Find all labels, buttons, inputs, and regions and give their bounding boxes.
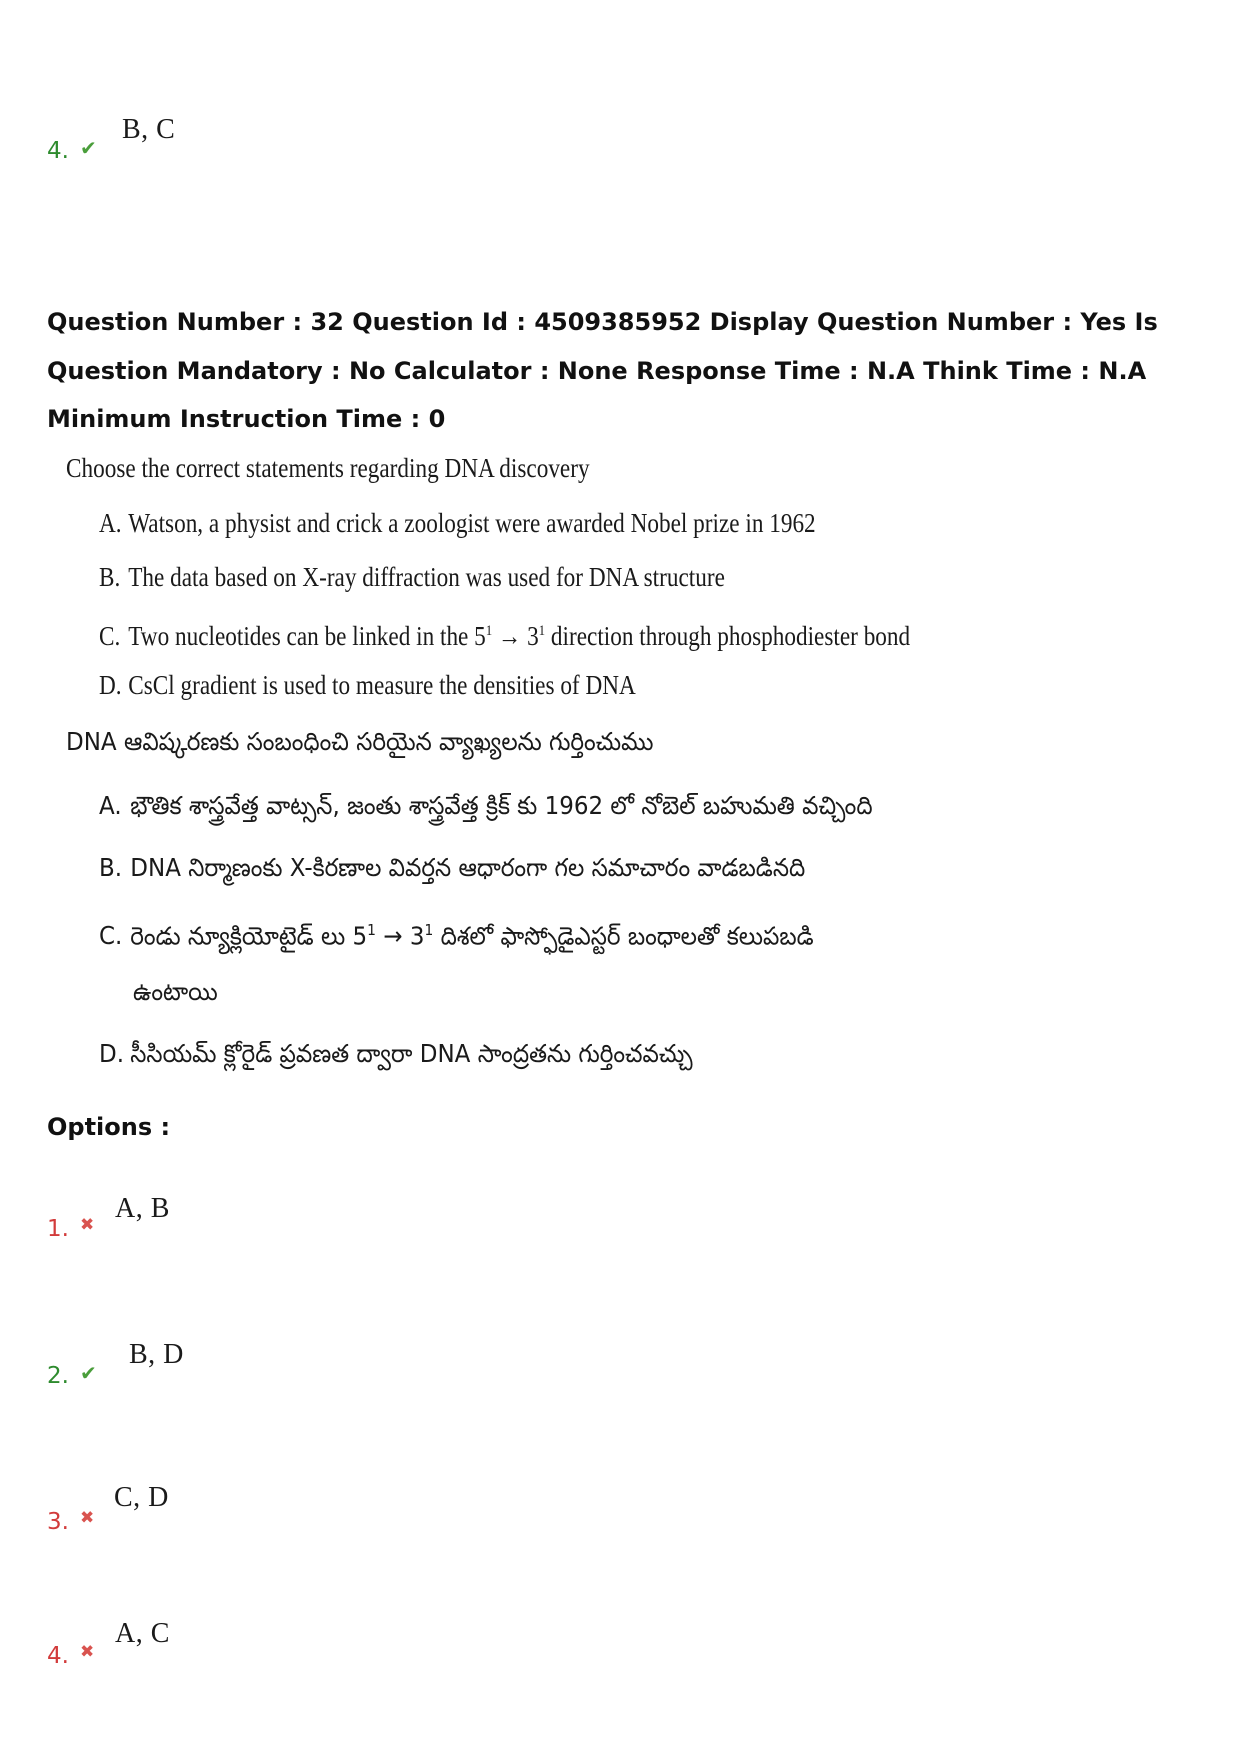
question-meta: Question Number : 32 Question Id : 4509385952 Display Question Number : Yes Is Question Mandatory : No Calculator : None Response Time : N.A Think Time : N.A Minimum Instruction Time : 0 xyxy=(47,308,1158,433)
arrow-text: → 3 xyxy=(492,621,539,651)
statement-text: భౌతిక శాస్త్రవేత్త వాట్సన్, జంతు శాస్త్రవేత్త క్రిక్ కు 1962 లో నోబెల్ బహుమతి వచ్చింది xyxy=(130,791,873,820)
superscript: 1 xyxy=(424,921,434,939)
option-number: 2. xyxy=(47,1363,69,1389)
option-text: A, B xyxy=(115,1193,170,1224)
statement-text: Two nucleotides can be linked in the 5 xyxy=(128,621,486,651)
option-row xyxy=(47,1186,347,1246)
option-text: B, C xyxy=(122,114,176,145)
statement-letter: D. xyxy=(99,1039,125,1068)
option-text: B, D xyxy=(129,1339,184,1370)
statement-letter: A. xyxy=(99,791,122,820)
check-icon: ✔ xyxy=(80,1361,97,1385)
statement-letter: B. xyxy=(99,853,123,882)
statement-text: DNA నిర్మాణంకు X-కిరణాల వివర్తన ఆధారంగా గల సమాచారం వాడబడినది xyxy=(130,853,806,882)
option-row xyxy=(47,1333,347,1393)
cross-icon: ✖ xyxy=(80,1642,95,1662)
superscript: 1 xyxy=(538,623,546,639)
superscript: 1 xyxy=(367,921,376,939)
statement-d xyxy=(99,669,636,701)
option-row xyxy=(47,1614,347,1674)
cross-icon: ✖ xyxy=(80,1215,95,1235)
statement-letter: B. xyxy=(99,562,121,592)
statement-text: దిశలో ఫాస్ఫోడైఎస్టర్ బంధాలతో కలుపబడి xyxy=(433,921,814,951)
statement-b xyxy=(99,852,805,884)
arrow-text: → 3 xyxy=(375,921,425,951)
statement-text: The data based on X-ray diffraction was used for DNA structure xyxy=(128,562,725,592)
statement-letter: D. xyxy=(99,670,122,700)
cross-icon: ✖ xyxy=(80,1508,95,1528)
statement-a xyxy=(99,507,816,539)
statement-text: రెండు న్యూక్లియోటైడ్ లు 5 xyxy=(130,921,368,951)
options-label: Options : xyxy=(47,1113,171,1141)
question-stem: DNA ఆవిష్కరణకు సంబంధించి సరియైన వ్యాఖ్యలను గుర్తించుము xyxy=(66,727,654,756)
statement-letter: C. xyxy=(99,621,121,651)
question-stem: Choose the correct statements regarding DNA discovery xyxy=(66,453,590,483)
check-icon: ✔ xyxy=(80,136,97,160)
statement-b xyxy=(99,561,725,593)
superscript: 1 xyxy=(485,623,493,639)
statement-c xyxy=(99,615,910,652)
statement-d xyxy=(99,1038,693,1070)
statement-text: సీసియమ్ క్లోరైడ్ ప్రవణత ద్వారా DNA సాంద్రతను గుర్తించవచ్చు xyxy=(130,1039,693,1068)
option-number: 3. xyxy=(47,1509,69,1535)
previous-option-row xyxy=(47,108,347,168)
statement-a xyxy=(99,790,873,822)
statement-text: Watson, a physist and crick a zoologist were awarded Nobel prize in 1962 xyxy=(128,508,816,538)
statement-c-continued: ఉంటాయి xyxy=(133,977,218,1006)
statement-letter: C. xyxy=(99,921,123,951)
statement-letter: A. xyxy=(99,508,122,538)
option-number: 4. xyxy=(47,1643,69,1669)
statement-c xyxy=(99,914,814,952)
statement-text: direction through phosphodiester bond xyxy=(545,621,911,651)
option-row xyxy=(47,1478,347,1538)
statement-text: CsCl gradient is used to measure the densities of DNA xyxy=(128,670,636,700)
option-number: 4. xyxy=(47,138,69,164)
option-text: C, D xyxy=(114,1482,169,1513)
option-text: A, C xyxy=(115,1618,170,1649)
option-number: 1. xyxy=(47,1216,69,1242)
